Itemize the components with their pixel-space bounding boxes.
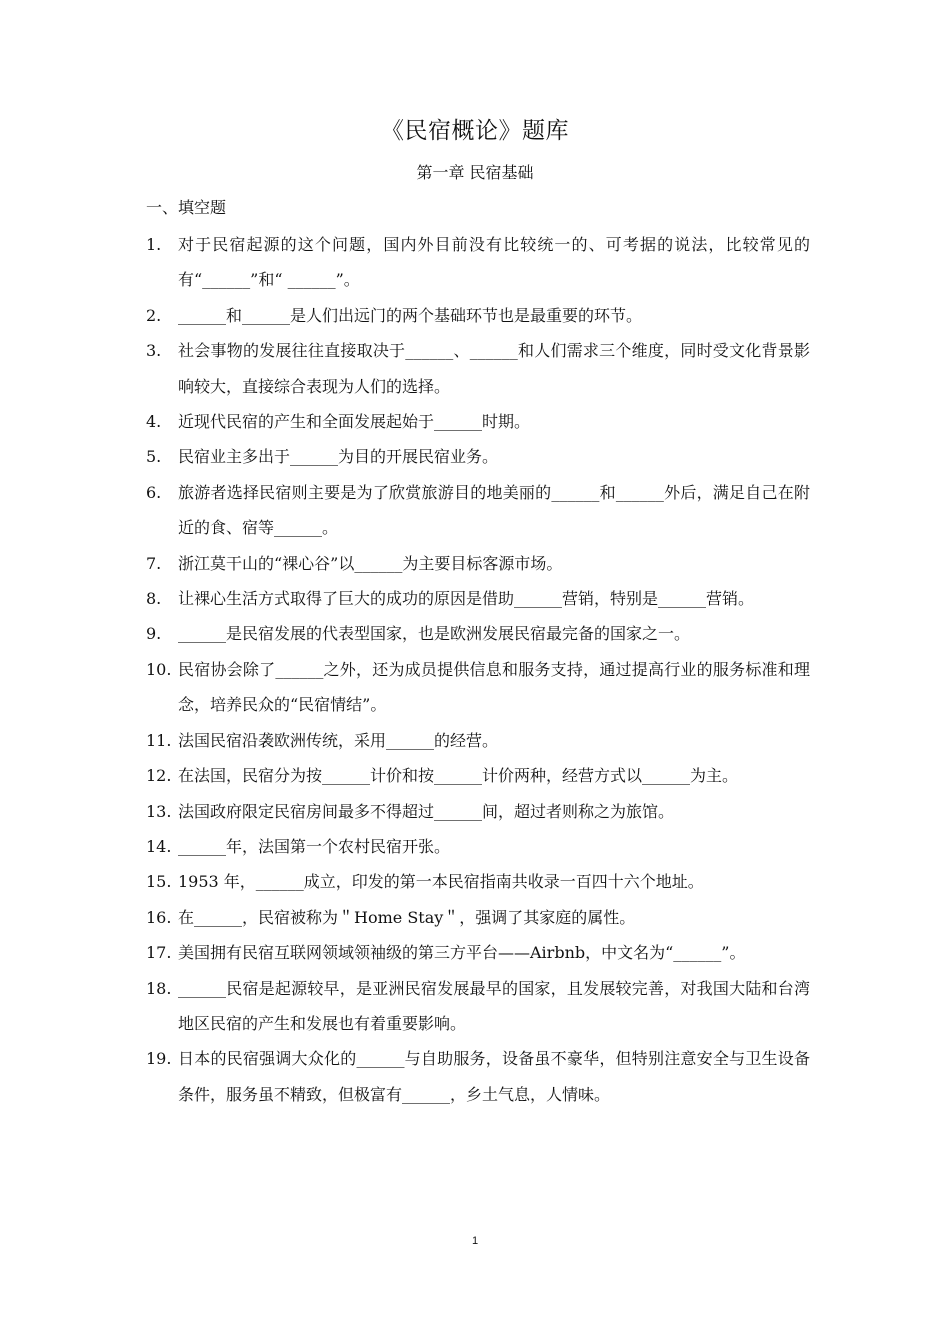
question-number: 16.: [146, 907, 172, 927]
question-item: [146, 794, 810, 829]
question-text: 对于民宿起源的这个问题，国内外目前没有比较统一的、可考据的说法，比较常见的有“______”和“ ______”。: [178, 235, 810, 290]
question-text: 日本的民宿强调大众化的______与自助服务，设备虽不豪华，但特别注意安全与卫生设备条件，服务虽不精致，但极富有______，乡土气息，人情味。: [178, 1049, 810, 1104]
question-number: 6.: [146, 482, 162, 502]
question-number: 11.: [146, 730, 172, 750]
question-text: ______和______是人们出远门的两个基础环节也是最重要的环节。: [178, 305, 643, 325]
document-title: 《民宿概论》题库: [381, 118, 569, 144]
question-text: 法国政府限定民宿房间最多不得超过______间，超过者则称之为旅馆。: [178, 801, 675, 821]
question-item: [146, 1041, 810, 1112]
question-item: [146, 971, 810, 1042]
question-number: 19.: [146, 1049, 172, 1069]
question-number: 2.: [146, 305, 162, 325]
question-number: 17.: [146, 943, 172, 963]
question-number: 5.: [146, 447, 162, 467]
question-text: 浙江莫干山的“裸心谷”以______为主要目标客源市场。: [178, 553, 563, 573]
question-number: 14.: [146, 836, 172, 856]
question-number: 8.: [146, 589, 162, 609]
question-item: [146, 298, 810, 333]
question-item: [146, 581, 810, 616]
question-item: [146, 333, 810, 404]
question-number: 7.: [146, 553, 162, 573]
question-text: 近现代民宿的产生和全面发展起始于______时期。: [178, 412, 531, 432]
question-item: [146, 829, 810, 864]
question-text: 1953 年，______成立，印发的第一本民宿指南共收录一百四十六个地址。: [178, 872, 704, 892]
question-number: 3.: [146, 341, 162, 361]
question-item: [146, 616, 810, 651]
question-list: [146, 227, 810, 1112]
question-number: 18.: [146, 978, 172, 998]
question-item: [146, 900, 810, 935]
question-text: 民宿协会除了______之外，还为成员提供信息和服务支持，通过提高行业的服务标准和理念，培养民众的“民宿情结”。: [178, 659, 810, 715]
question-number: 1.: [146, 235, 162, 254]
question-text: ______年，法国第一个农村民宿开张。: [178, 836, 451, 856]
question-text: 在法国，民宿分为按______计价和按______计价两种，经营方式以______为主。: [178, 766, 739, 786]
question-item: [146, 439, 810, 474]
page-number: 1: [471, 1235, 479, 1247]
question-item: [146, 758, 810, 793]
question-text: 在______，民宿被称为＂Home Stay＂，强调了其家庭的属性。: [178, 907, 636, 927]
question-number: 12.: [146, 766, 172, 786]
question-text: 让裸心生活方式取得了巨大的成功的原因是借助______营销，特别是______营销。: [178, 589, 755, 609]
question-text: 旅游者选择民宿则主要是为了欣赏旅游目的地美丽的______和______外后，满足自己在附近的食、宿等______。: [178, 482, 810, 538]
question-text: 民宿业主多出于______为目的开展民宿业务。: [178, 447, 499, 467]
question-text: ______是民宿发展的代表型国家，也是欧洲发展民宿最完备的国家之一。: [178, 624, 691, 644]
question-number: 10.: [146, 659, 172, 679]
question-text: 美国拥有民宿互联网领域领袖级的第三方平台——Airbnb，中文名为“______”。: [178, 943, 746, 963]
question-text: ______民宿是起源较早，是亚洲民宿发展最早的国家，且发展较完善，对我国大陆和台湾地区民宿的产生和发展也有着重要影响。: [178, 978, 810, 1033]
question-item: [146, 404, 810, 439]
question-item: [146, 864, 810, 899]
question-item: [146, 723, 810, 758]
question-number: 4.: [146, 412, 162, 432]
question-item: [146, 475, 810, 546]
question-number: 13.: [146, 801, 172, 821]
question-number: 15.: [146, 872, 172, 892]
question-item: [146, 546, 810, 581]
section-heading: 一、填空题: [146, 198, 227, 217]
question-item: [146, 935, 810, 970]
question-number: 9.: [146, 624, 162, 644]
chapter-heading: 第一章 民宿基础: [416, 163, 534, 182]
question-text: 社会事物的发展往往直接取决于______、______和人们需求三个维度，同时受文化背景影响较大，直接综合表现为人们的选择。: [178, 341, 810, 396]
question-text: 法国民宿沿袭欧洲传统，采用______的经营。: [178, 730, 499, 750]
question-item: [146, 652, 810, 723]
question-item: [146, 227, 810, 298]
